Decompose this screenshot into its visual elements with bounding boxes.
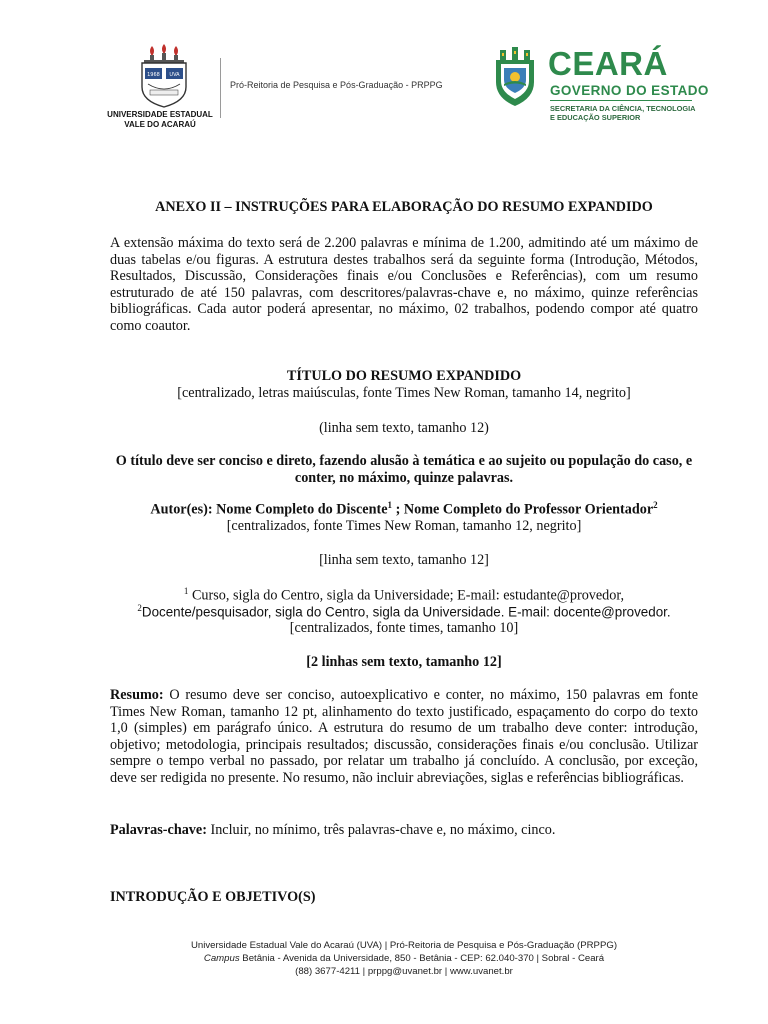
affiliation-2: [110, 600, 698, 621]
footer-address: Betânia - Avenida da Universidade, 850 - Betânia - CEP: 62.040-370 | Sobral - Ceará: [239, 953, 605, 964]
affiliation-note: [centralizados, fonte times, tamanho 10]: [289, 620, 519, 636]
gov-divider: [550, 100, 692, 101]
gov-department-line1: SECRETARIA DA CIÊNCIA, TECNOLOGIA: [550, 104, 696, 113]
gov-department: [550, 104, 720, 122]
footer-campus-label: Campus: [203, 953, 240, 964]
resumo-title-note: [centralizado, letras maiúsculas, fonte Times New Roman, tamanho 14, negrito]: [177, 385, 631, 401]
affiliation-1-text: Curso, sigla do Centro, sigla da Universidade; E-mail: estudante@provedor,: [188, 587, 625, 604]
gov-department-line2: E EDUCAÇÃO SUPERIOR: [550, 113, 641, 122]
header-divider: [220, 58, 221, 118]
footer-line-2: [110, 953, 698, 966]
authors-sup-1: 1: [387, 500, 393, 510]
resumo-text: O resumo deve ser conciso, autoexplicativo e conter, no máximo, 150 palavras em fonte Times New Roman, tamanho 12 pt, alinhamento do texto justificado, espaçamento do corpo do texto 1,0 (simples) em parágrafo único. A estrutura do resumo de um trabalho deve conter: introdução, objetivo; metodologia, principais resultados; discussão, considerações finais e/ou conclusão. Utilizar sempre o tempo verbal no passado, por relatar um trabalho já concluído. A conclusão, por exceção, deve ser redigida no presente. No resumo, não incluir abreviações, siglas e referências bibliográficas.: [110, 687, 698, 786]
authors-mid: ; Nome Completo do Professor Orientador: [392, 501, 654, 518]
blank-line-note-2: [linha sem texto, tamanho 12]: [319, 552, 489, 568]
intro-paragraph: A extensão máxima do texto será de 2.200 palavras e mínima de 1.200, admitindo até um máximo de duas tabelas e/ou figuras. A estrutura destes trabalhos será da seguinte forma (Introdução, Métodos, Resultados, Discussão, Considerações finais e/ou Conclusões e Referências), com um resumo estruturado de até 150 palavras, com descritores/palavras-chave e, no máximo, quinze referências bibliográficas. Cada autor poderá apresentar, no máximo, 02 trabalhos, podendo compor até quatro como coautor.: [110, 235, 698, 334]
keywords-paragraph: [110, 822, 698, 839]
prppg-label: Pró-Reitoria de Pesquisa e Pós-Graduação - PRPPG: [230, 80, 443, 90]
keywords-text: Incluir, no mínimo, três palavras-chave e, no máximo, cinco.: [206, 822, 556, 838]
authors-prefix: Autor(es): Nome Completo do Discente: [150, 501, 388, 518]
svg-text:UVA: UVA: [169, 72, 180, 78]
authors-note: [centralizados, fonte Times New Roman, tamanho 12, negrito]: [226, 518, 582, 534]
blank-line-note-1: (linha sem texto, tamanho 12): [319, 420, 489, 436]
university-name: [100, 110, 220, 130]
gov-title: CEARÁ: [548, 45, 668, 82]
affiliation-2-text: Docente/pesquisador, sigla do Centro, sigla da Universidade. E-mail: docente@provedor.: [141, 604, 671, 620]
resumo-title: TÍTULO DO RESUMO EXPANDIDO: [286, 368, 522, 384]
university-name-line2: VALE DO ACARAÚ: [124, 120, 196, 129]
authors-sup-2: 2: [653, 500, 658, 510]
blank-line-note-3: [2 linhas sem texto, tamanho 12]: [306, 654, 502, 670]
university-logo: [128, 42, 218, 117]
annex-title: ANEXO II – INSTRUÇÕES PARA ELABORAÇÃO DO RESUMO EXPANDIDO: [155, 199, 653, 215]
university-name-line1: UNIVERSIDADE ESTADUAL: [107, 110, 213, 119]
concise-title-note: O título deve ser conciso e direto, fazendo alusão à temática e ao sujeito ou população do caso, e conter, no máximo, quinze palavras.: [115, 453, 693, 486]
section-heading-introduction: INTRODUÇÃO E OBJETIVO(S): [110, 889, 316, 905]
keywords-label: Palavras-chave:: [110, 822, 207, 838]
footer-line-1: Universidade Estadual Vale do Acaraú (UVA) | Pró-Reitoria de Pesquisa e Pós-Graduação (PRPPG): [190, 940, 618, 951]
resumo-paragraph: [110, 687, 698, 787]
svg-text:1968: 1968: [147, 72, 160, 78]
authors-line: [110, 500, 698, 519]
resumo-label: Resumo:: [110, 687, 164, 703]
footer-line-3: (88) 3677-4211 | prppg@uvanet.br | www.uvanet.br: [295, 966, 513, 977]
ceara-coat-of-arms: [490, 46, 540, 113]
affiliation-2-sup: 2: [137, 603, 142, 613]
gov-subtitle: GOVERNO DO ESTADO: [550, 83, 709, 98]
affiliation-1-sup: 1: [183, 586, 189, 596]
